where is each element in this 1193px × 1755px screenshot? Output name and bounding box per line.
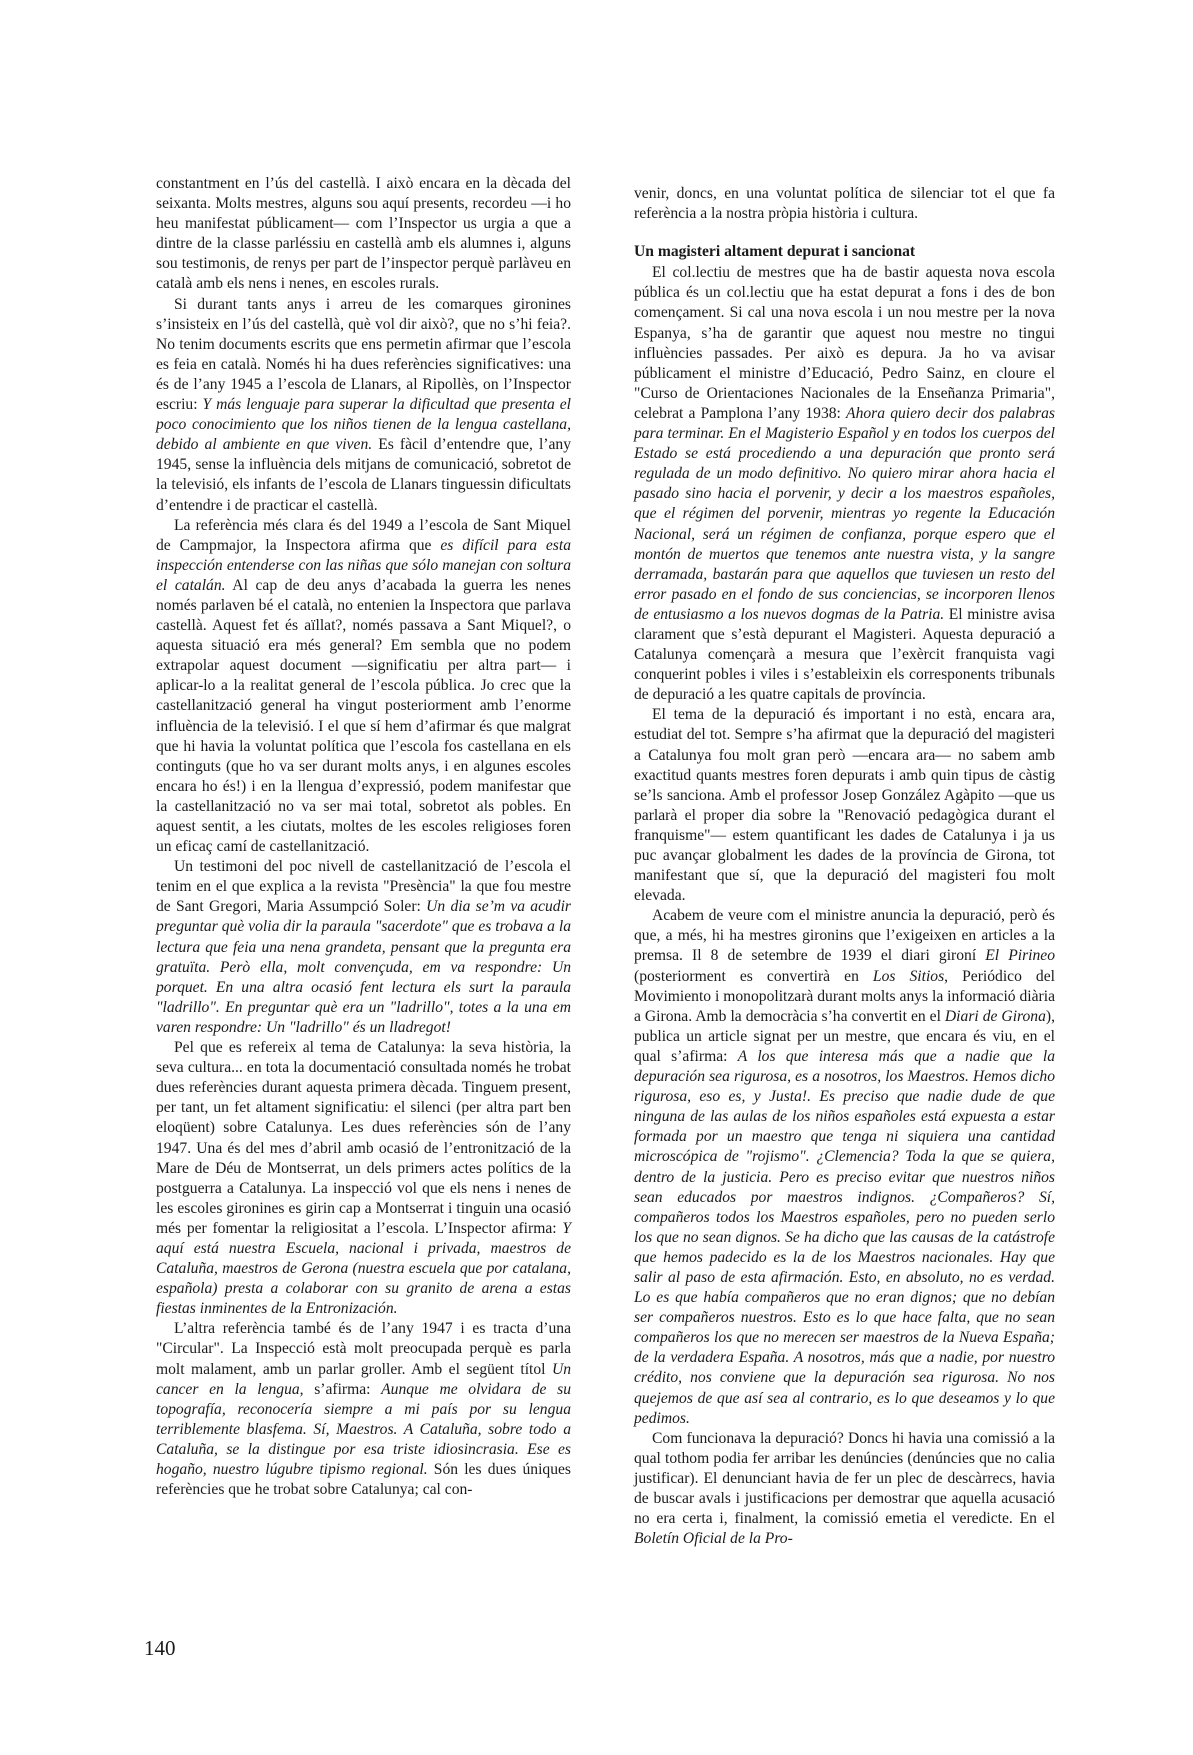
paragraph-text: , Periódico del Movimiento i monopolitzarà durant molts anys la informació diària a Girona. Amb la democràcia s’ha convertit en el xyxy=(634,967,1055,1025)
left-column xyxy=(156,174,571,1500)
paragraph xyxy=(634,906,1055,1428)
quote-text: Diari de Girona xyxy=(944,1007,1046,1025)
paragraph xyxy=(634,184,1055,224)
paragraph xyxy=(156,295,571,516)
paragraph-text: El col.lectiu de mestres que ha de bastir aquesta nova escola pública és un col.lectiu que ha estat depurat a fons i des de bon començament. Si cal una nova escola i un nou mestre per la nova Espanya, s’ha de garantir que aquest nou mestre no tingui influències passades. Per això es depura. Ja ho va avisar públicament el ministre d’Educació, Pedro Sainz, en cloure el "Curso de Orientaciones Nacionales de la Enseñanza Primaria", celebrat a Pamplona l’any 1938: xyxy=(634,264,1055,422)
paragraph-text: Un testimoni del poc nivell de castellanització de l’escola el tenim en el que explica a la revista "Presència" la que fou mestre de Sant Gregori, Maria Assumpció Soler: xyxy=(156,858,571,916)
paragraph xyxy=(156,174,571,295)
quote-text: Ahora quiero decir dos palabras para terminar. En el Magisterio Español y en todos los cuerpos del Estado se está procediendo a una depuración que pronto será regulada de un modo definitivo. No quiero mirar ahora hacia el pasado sino hacia el porvenir, y decir a los maestros españoles, que el régimen del porvenir, mientras yo regente la Educación Nacional, será un régimen de confianza, porque espero que el montón de muertos que tenemos ante nuestra vista, y la sangre derramada, bastarán para que aquellos que tuviesen un resto del error pasado en el fondo de sus conciencias, se incorporen llenos de entusiasmo a los nuevos dogmas de la Patria. xyxy=(634,404,1055,623)
quote-text: Y más lenguaje para superar la dificultad que presenta el poco conocimiento que los niños tienen de la lengua castellana, debido al ambiente en que viven. xyxy=(156,396,571,454)
paragraph xyxy=(156,857,571,1038)
paragraph xyxy=(634,263,1055,705)
quote-text: Boletín Oficial de la Pro- xyxy=(634,1530,793,1548)
page-number: 140 xyxy=(144,1636,176,1660)
quote-text: Un cancer en la lengua, xyxy=(156,1360,571,1398)
quote-text: Aunque me olvidara de su topografía, reconocería siempre a mi país por su lengua terriblemente blasfema. Sí, Maestros. A Cataluña, sobre todo a Cataluña, se la distingue por esa triste idiosincrasia. Ese es hogaño, nuestro lúgubre tipismo regional. xyxy=(156,1380,571,1478)
paragraph xyxy=(634,705,1055,906)
paragraph-text: El ministre avisa clarament que s’està depurant el Magisteri. Aquesta depuració a Catalunya començarà a mesura que l’exèrcit franquista vagi conquerint pobles i viles i s’estableixin els corresponents tribunals de depuració a les quatre capitals de província. xyxy=(634,605,1055,704)
paragraph-text: Es fàcil d’entendre que, l’any 1945, sense la influència dels mitjans de comunicació, sobretot de la televisió, els infants de l’escola de Llanars tinguessin dificultats d’entendre i de practicar el castellà. xyxy=(156,436,571,514)
paragraph-text: ), publica un article signat per un mestre, que encara és viu, en el qual s’afirma: xyxy=(634,1007,1055,1065)
quote-text: Y aquí está nuestra Escuela, nacional i privada, maestros de Cataluña, maestros de Gerona (nuestra escuela que por catalana, española) presta a colaborar con su granito de arena a estas fiestas inminentes de la Entronización. xyxy=(156,1219,571,1318)
paragraph-text: La referència més clara és del 1949 a l’escola de Sant Miquel de Campmajor, la Inspectora afirma que xyxy=(156,516,571,554)
paragraph-text: s’afirma: xyxy=(303,1380,382,1398)
quote-text: Un dia se’m va acudir preguntar què volia dir la paraula "sacerdote" que es trobava a la lectura que feia una nena grandeta, pensant que la pregunta era gratuïta. Però ella, molt convençuda, em va respondre: Un porquet. En una altra ocasió fent lectura els surt la paraula "ladrillo". En preguntar què era un "ladrillo", totes a la una em varen respondre: Un "ladrillo" és un lladregot! xyxy=(156,898,571,1036)
quote-text: es difícil para esta inspección entenderse con las niñas que sólo manejan con soltura el catalán. xyxy=(156,536,571,594)
paragraph-text: L’altra referència també és de l’any 1947 i es tracta d’una "Circular". La Inspecció està molt preocupada perquè es parla molt malament, amb un parlar groller. Amb el següent títol xyxy=(156,1320,571,1378)
quote-text: A los que interesa más que a nadie que la depuración sea rigurosa, es a nosotros, los Maestros. Hemos dicho rigurosa, eso es, y Justa!. Es preciso que nadie dude de que ninguna de las aulas de los niños españoles está expuesta a estar formada por un maestro que tenga ni siquiera una cantidad microscópica de "rojismo". ¿Clemencia? Toda la que se quiera, dentro de la justicia. Pero es preciso evitar que nuestros niños sean educados por maestros indignos. ¿Compañeros? Sí, compañeros todos los Maestros españoles, pero no pueden serlo los que no sean dignos. Se ha dicho que las causas de la catástrofe que hemos padecido es la de los Maestros nacionales. Hay que salir al paso de esta afirmación. Esto, en absoluto, no es verdad. Lo es que había compañeros que no eran dignos; que no debían ser compañeros nuestros. Esto es lo que hace falta, que no sean compañeros los que no merecen ser maestros de la Nueva España; de la verdadera España. A nosotros, más que a nadie, por nuestro crédito, nos conviene que la depuración sea rigurosa. No nos quejemos de que así sea al contrario, es lo que deseamos y lo que pedimos. xyxy=(634,1047,1055,1427)
paragraph-text: El tema de la depuració és important i no està, encara ara, estudiat del tot. Sempre s’ha afirmat que la depuració del magisteri a Catalunya fou molt gran però —encara ara— no sabem amb exactitud quants mestres foren depurats i amb quin tipus de càstig se’ls sanciona. Amb el professor Josep González Agàpito —que us parlarà el proper dia sobre la "Renovació pedagògica durant el franquisme"— estem quantificant les dades de Catalunya i ja us puc avançar globalment les dades de la província de Girona, tot manifestant que sí, que la depuració del magisteri fou molt elevada. xyxy=(634,706,1055,905)
paragraph-text: Al cap de deu anys d’acabada la guerra les nenes només parlaven bé el català, no entenien la Inspectora que parlava castellà. Aquest fet és aïllat?, només passava a Sant Miquel?, o aquesta situació era més general? Em sembla que no podem extrapolar aquest document —significatiu per altra part— i aplicar-lo a la realitat general de l’escola pública. Jo crec que la castellanització general ha vingut posteriorment amb l’enorme influència de la televisió. I el que sí hem d’afirmar és que malgrat que hi havia la voluntat política que l’escola fos castellana en els continguts (que ho va ser durant molts anys, i en algunes escoles encara ho és!) i en la llengua d’expressió, podem manifestar que la castellanització no va ser mai total, sobretot als pobles. En aquest sentit, a les ciutats, moltes de les escoles religioses foren un eficaç camí de castellanització. xyxy=(156,576,571,856)
quote-text: Los Sitios xyxy=(872,967,945,985)
paragraph-text: venir, doncs, en una voluntat política de silenciar tot el que fa referència a la nostra pròpia història i cultura. xyxy=(634,185,1055,223)
paragraph-text: constantment en l’ús del castellà. I això encara en la dècada del seixanta. Molts mestres, alguns sou aquí presents, recordeu —i ho heu manifestat públicament— com l’Inspector us urgia a que a dintre de la classe parléssiu en castellà amb els alumnes i, alguns sou testimonis, de renys per part de l’inspector perquè parlàveu en català amb els nens i nenes, en escoles rurals. xyxy=(156,175,571,293)
quote-text: El Pirineo xyxy=(985,947,1055,965)
paragraph xyxy=(634,1429,1055,1550)
paragraph xyxy=(156,1038,571,1319)
paragraph-text: (posteriorment es convertirà en xyxy=(634,967,873,985)
paragraph-text: Pel que es refereix al tema de Catalunya: la seva història, la seva cultura... en tota la documentació consultada només he trobat dues referències durant aquesta primera dècada. Tinguem present, per tant, un fet altament significatiu: el silenci (per altra part ben eloqüent) sobre Catalunya. Les dues referències són de l’any 1947. Una és del mes d’abril amb ocasió de l’entronització de la Mare de Déu de Montserrat, un dels primers actes polítics de la postguerra a Catalunya. La inspecció vol que els nens i nenes de les escoles gironines es girin cap a Montserrat i tinguin una ocasió més per fomentar la religiositat a l’escola. L’Inspector afirma: xyxy=(156,1039,571,1237)
paragraph-text: Són les dues úniques referències que he trobat sobre Catalunya; cal con- xyxy=(156,1461,571,1499)
paragraph-text: Com funcionava la depuració? Doncs hi havia una comissió a la qual tothom podia fer arribar les denúncies (denúncies que no calia justificar). El denunciant havia de fer un plec de descàrrecs, havia de buscar avals i justificacions per demostrar que aquella acusació no era certa i, finalment, la comissió emetia el veredicte. En el xyxy=(634,1429,1055,1528)
section-heading: Un magisteri altament depurat i sancionat xyxy=(634,243,916,261)
right-column xyxy=(634,184,1055,1549)
paragraph-text: Acabem de veure com el ministre anuncia la depuració, però és que, a més, hi ha mestres gironins que l’exigeixen en articles a la premsa. Il 8 de setembre de 1939 el diari gironí xyxy=(634,907,1055,965)
paragraph xyxy=(156,516,571,858)
paragraph-text: Si durant tants anys i arreu de les comarques gironines s’insisteix en l’ús del castellà, què vol dir això?, que no s’hi feia?. No tenim documents escrits que ens permetin afirmar que l’escola es feia en català. Només hi ha dues referències significatives: una és de l’any 1945 a l’escola de Llanars, al Ripollès, on l’Inspector escriu: xyxy=(156,295,571,414)
paragraph xyxy=(156,1319,571,1500)
